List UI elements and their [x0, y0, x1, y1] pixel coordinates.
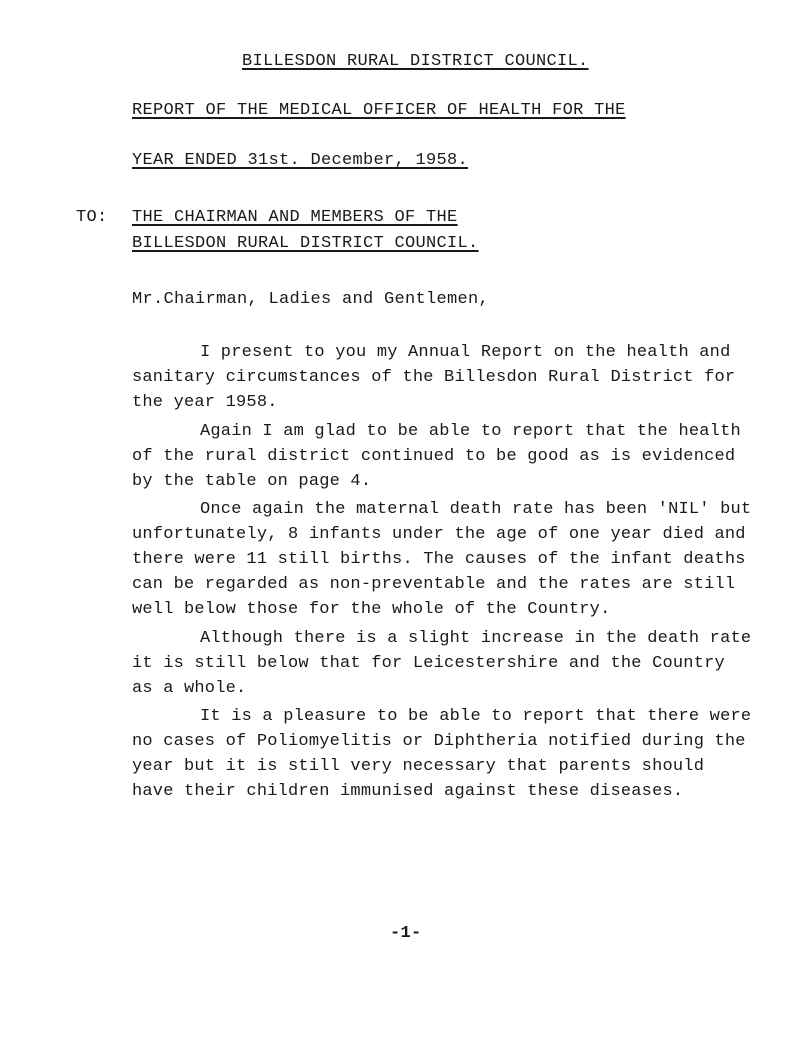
page-number: -1-: [390, 924, 422, 943]
council-heading: BILLESDON RURAL DISTRICT COUNCIL.: [242, 52, 589, 71]
report-title-line2: YEAR ENDED 31st. December, 1958.: [132, 151, 469, 170]
paragraph-1: I present to you my Annual Report on the health and sanitary circumstances of the Billesdon Rural District for the year 1958.: [132, 343, 736, 412]
paragraph-3: Once again the maternal death rate has been 'NIL' but unfortunately, 8 infants under the age of one year died and there were 11 still births. The causes of the infant deaths can be regarded as non-preventable and the rates are still well below those for the whole of the Country.: [132, 500, 752, 619]
to-label: TO:: [76, 208, 108, 227]
paragraph-5: It is a pleasure to be able to report that there were no cases of Poliomyelitis or Diphtheria notified during the year but it is still very necessary that parents should have their children immunised against these diseases.: [132, 707, 752, 801]
address-line2: BILLESDON RURAL DISTRICT COUNCIL.: [132, 234, 479, 253]
report-title-line1: REPORT OF THE MEDICAL OFFICER OF HEALTH FOR THE: [132, 101, 626, 120]
paragraph-4: Although there is a slight increase in the death rate it is still below that for Leicestershire and the Country as a whole.: [132, 629, 752, 698]
address-line1: THE CHAIRMAN AND MEMBERS OF THE: [132, 208, 458, 227]
salutation: Mr.Chairman, Ladies and Gentlemen,: [132, 290, 490, 309]
paragraph-2: Again I am glad to be able to report that the health of the rural district continued to be good as is evidenced by the table on page 4.: [132, 422, 741, 491]
